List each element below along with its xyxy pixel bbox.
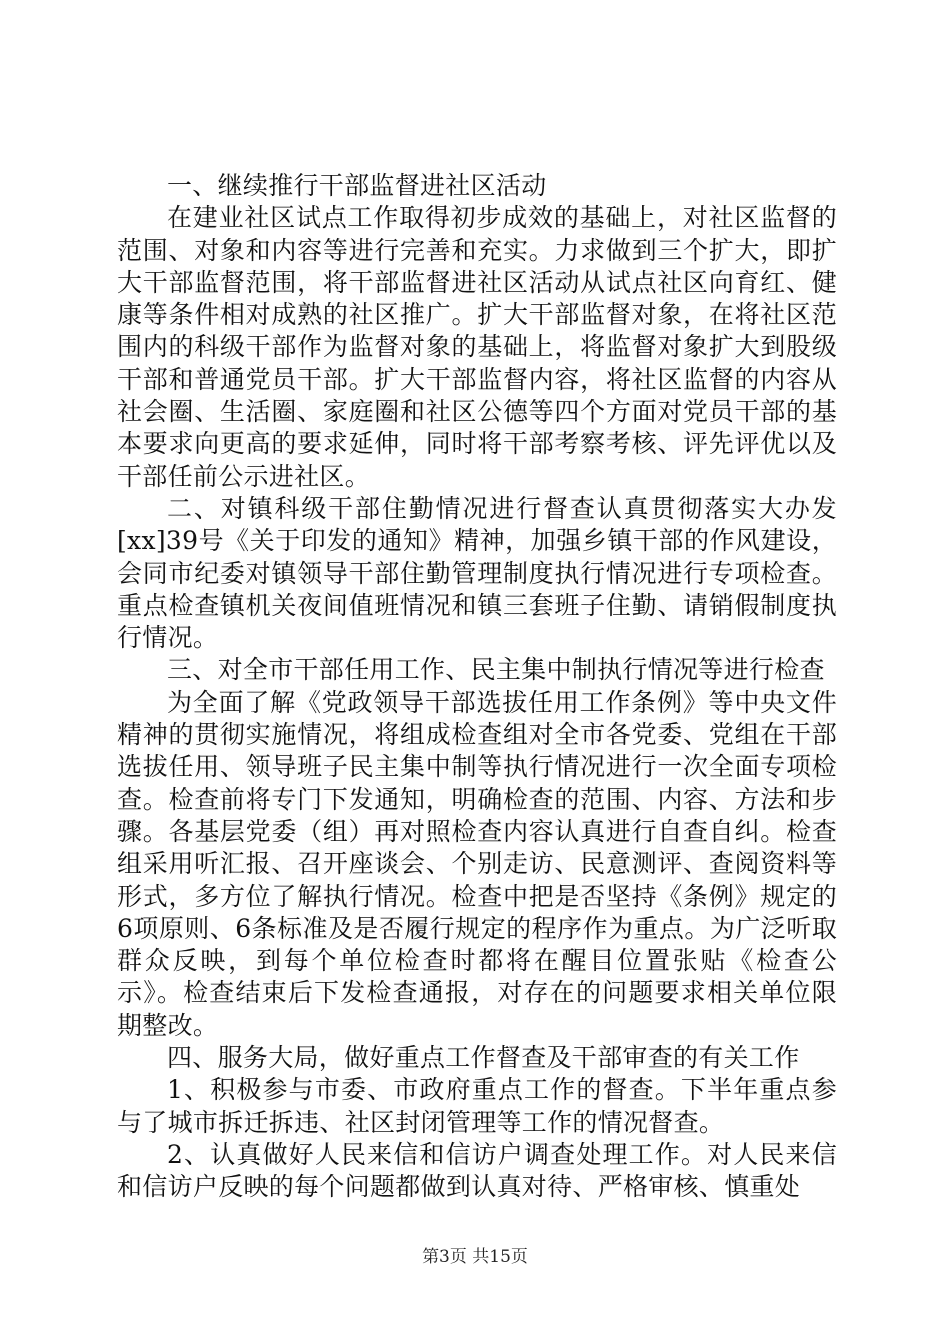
paragraph: 在建业社区试点工作取得初步成效的基础上，对社区监督的范围、对象和内容等进行完善和充实。力求做到三个扩大，即扩大干部监督范围，将干部监督进社区活动从试点社区向育红、健康等条件相对成熟的社区推广。扩大干部监督对象，在将社区范围内的科级干部作为监督对象的基础上，将监督对象扩大到股级干部和普通党员干部。扩大干部监督内容，将社区监督的内容从社会圈、生活圈、家庭圈和社区公德等四个方面对党员干部的基本要求向更高的要求延伸，同时将干部考察考核、评先评优以及干部任前公示进社区。 <box>117 203 837 491</box>
paragraph: 2、认真做好人民来信和信访户调查处理工作。对人民来信和信访户反映的每个问题都做到认真对待、严格审核、慎重处 <box>117 1139 837 1202</box>
page-footer: 第3页 共15页 <box>422 1247 528 1267</box>
paragraph: 为全面了解《党政领导干部选拔任用工作条例》等中央文件精神的贯彻实施情况，将组成检查组对全市各党委、党组在干部选拔任用、领导班子民主集中制等执行情况进行一次全面专项检查。检查前将专门下发通知，明确检查的范围、内容、方法和步骤。各基层党委（组）再对照检查内容认真进行自查自纠。检查组采用听汇报、召开座谈会、个别走访、民意测评、查阅资料等形式，多方位了解执行情况。检查中把是否坚持《条例》规定的6项原则、6条标准及是否履行规定的程序作为重点。为广泛听取群众反映，到每个单位检查时都将在醒目位置张贴《检查公示》。检查结束后下发检查通报，对存在的问题要求相关单位限期整改。 <box>117 687 837 1040</box>
section-heading-3: 三、对全市干部任用工作、民主集中制执行情况等进行检查 <box>167 655 825 685</box>
paragraph: 二、对镇科级干部住勤情况进行督查认真贯彻落实大办发[xx]39号《关于印发的通知》精神，加强乡镇干部的作风建设，会同市纪委对镇领导干部住勤管理制度执行情况进行专项检查。重点检查镇机关夜间值班情况和镇三套班子住勤、请销假制度执行情况。 <box>117 493 837 653</box>
document-body <box>117 170 837 1204</box>
section-heading-4: 四、服务大局，做好重点工作督查及干部审查的有关工作 <box>167 1043 800 1073</box>
paragraph: 1、积极参与市委、市政府重点工作的督查。下半年重点参与了城市拆迁拆违、社区封闭管理等工作的情况督查。 <box>117 1075 837 1137</box>
section-heading-1: 一、继续推行干部监督进社区活动 <box>167 171 547 200</box>
